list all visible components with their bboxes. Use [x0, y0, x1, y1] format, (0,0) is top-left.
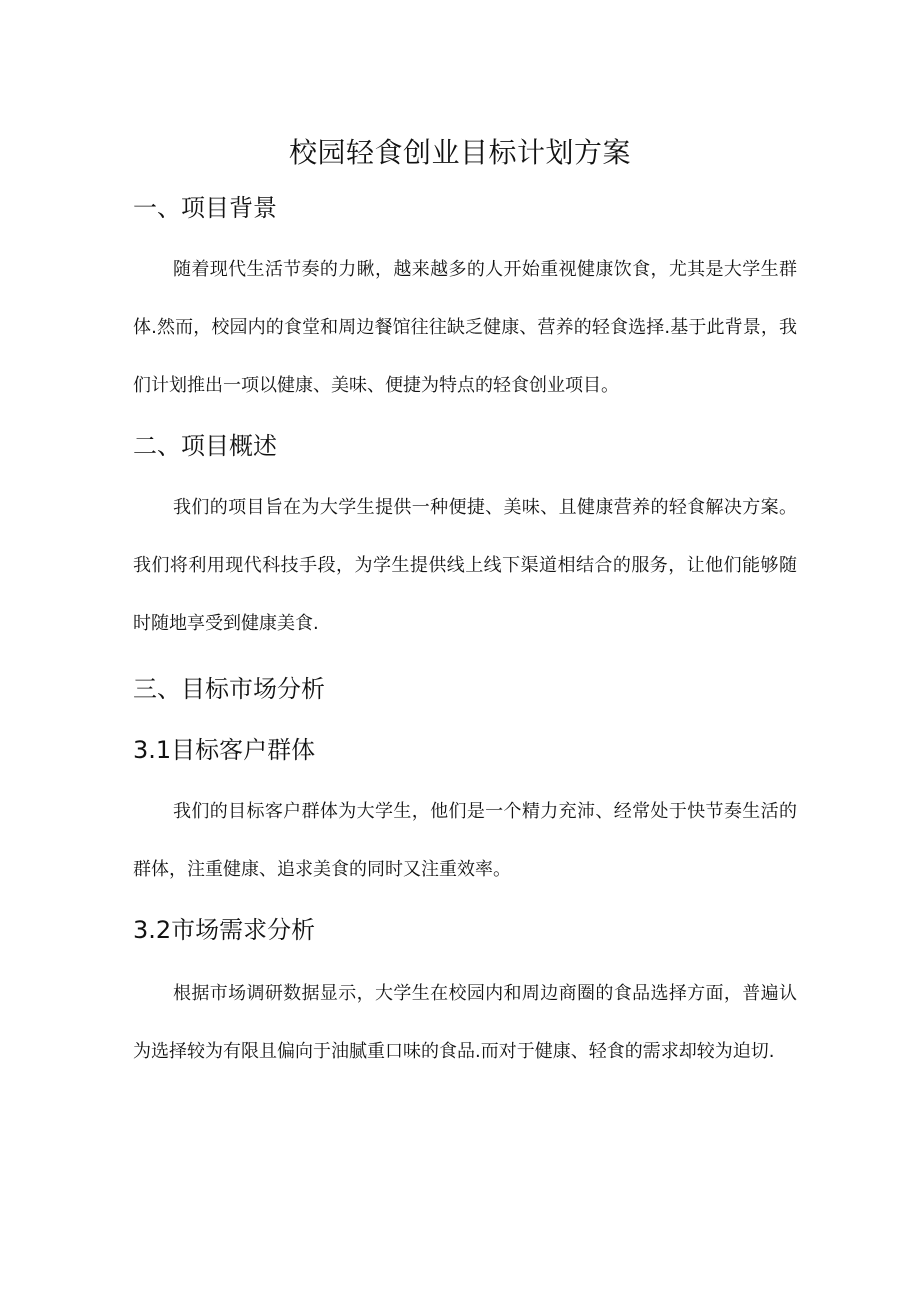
section-paragraph-overview: 我们的项目旨在为大学生提供一种便捷、美味、且健康营养的轻食解决方案。我们将利用现代科技手段，为学生提供线上线下渠道相结合的服务，让他们能够随时随地享受到健康美食. [133, 497, 797, 634]
subsection-heading-customers: 3.1目标客户群体 [133, 736, 316, 764]
document-title: 校园轻食创业目标计划方案 [288, 136, 631, 169]
subsection-heading-demand: 3.2市场需求分析 [133, 916, 316, 944]
section-heading-overview: 二、项目概述 [133, 432, 277, 460]
section-paragraph-background: 随着现代生活节奏的力瞅，越来越多的人开始重视健康饮食，尤其是大学生群体.然而，校园内的食堂和周边餐馆往往缺乏健康、营养的轻食选择.基于此背景，我们计划推出一项以健康、美味、便捷为特点的轻食创业项目。 [133, 259, 797, 396]
subsection-paragraph-customers: 我们的目标客户群体为大学生，他们是一个精力充沛、经常处于快节奏生活的群体，注重健康、追求美食的同时又注重效率。 [133, 801, 797, 880]
section-heading-background: 一、项目背景 [133, 194, 277, 222]
subsection-paragraph-demand: 根据市场调研数据显示，大学生在校园内和周边商圈的食品选择方面，普遍认为选择较为有限且偏向于油腻重口味的食品.而对于健康、轻食的需求却较为迫切. [133, 983, 797, 1062]
section-heading-market: 三、目标市场分析 [133, 675, 325, 703]
